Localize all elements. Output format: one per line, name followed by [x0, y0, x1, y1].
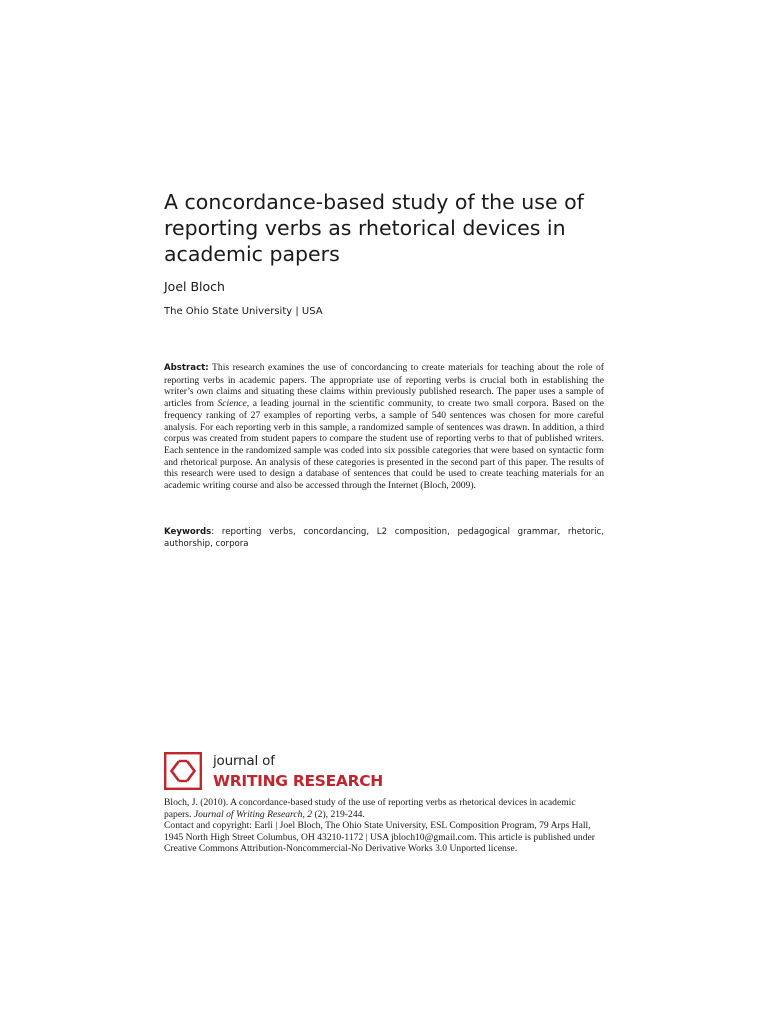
citation-reference-part2: (2), 219-244.: [312, 808, 365, 820]
journal-logo: [164, 752, 384, 792]
paper-title: A concordance-based study of the use of reporting verbs as rhetorical devices in academic papers: [164, 190, 584, 266]
citation-journal: Journal of Writing Research, 2: [193, 808, 313, 820]
abstract-text-part1: This research examines the use of concordancing to create materials for teaching about the role of reporting verbs in academic papers. The appropriate use of reporting verbs is crucial both in establishing the writer’s own claims and situating these claims within previously published research. The paper uses a sample of articles from: [164, 362, 604, 410]
abstract-text-part2: , a leading journal in the scientific community, to create two small corpora. Based on the frequency ranking of 27 examples of reporting verbs, a sample of 540 sentences was chosen for more careful analysis. For each reporting verb in this sample, a randomized sample of sentences was drawn. In addition, a third corpus was created from student papers to compare the student use of reporting verbs to that of published writers. Each sentence in the randomized sample was coded into six possible categories that were based on syntactic form and rhetorical purpose. An analysis of these categories is presented in the second part of this paper. The results of this research were used to design a database of sentences that could be used to create teaching materials for an academic writing course and also be accessed through the Internet (Bloch, 2009).: [164, 398, 604, 492]
citation-block: [164, 797, 604, 855]
keywords-list: : reporting verbs, concordancing, L2 composition, pedagogical grammar, rhetoric, authorship, corpora: [164, 527, 604, 549]
keywords-label: Keywords: [164, 527, 212, 537]
abstract: [164, 362, 604, 492]
citation-contact: Contact and copyright: Earli | Joel Bloch, The Ohio State University, ESL Composition Program, 79 Arps Hall, 1945 North High Street Columbus, OH 43210-1172 | USA jbloch10@gmail.com. This article is published under Creative Commons Attribution-Noncommercial-No Derivative Works 3.0 Unported license.: [164, 820, 595, 855]
abstract-label: Abstract:: [164, 363, 209, 373]
journal-logo-icon: [164, 752, 202, 790]
author-name: Joel Bloch: [164, 279, 225, 294]
journal-logo-line1: journal of: [213, 753, 275, 769]
citation-reference-part1: Bloch, J. (2010). A concordance-based study of the use of reporting verbs as rhetorical devices in academic papers.: [164, 797, 576, 820]
journal-logo-line2: WRITING RESEARCH: [213, 772, 383, 790]
author-affiliation: The Ohio State University | USA: [164, 306, 323, 317]
abstract-journal-name: Science: [217, 398, 247, 410]
keywords: [164, 526, 604, 550]
